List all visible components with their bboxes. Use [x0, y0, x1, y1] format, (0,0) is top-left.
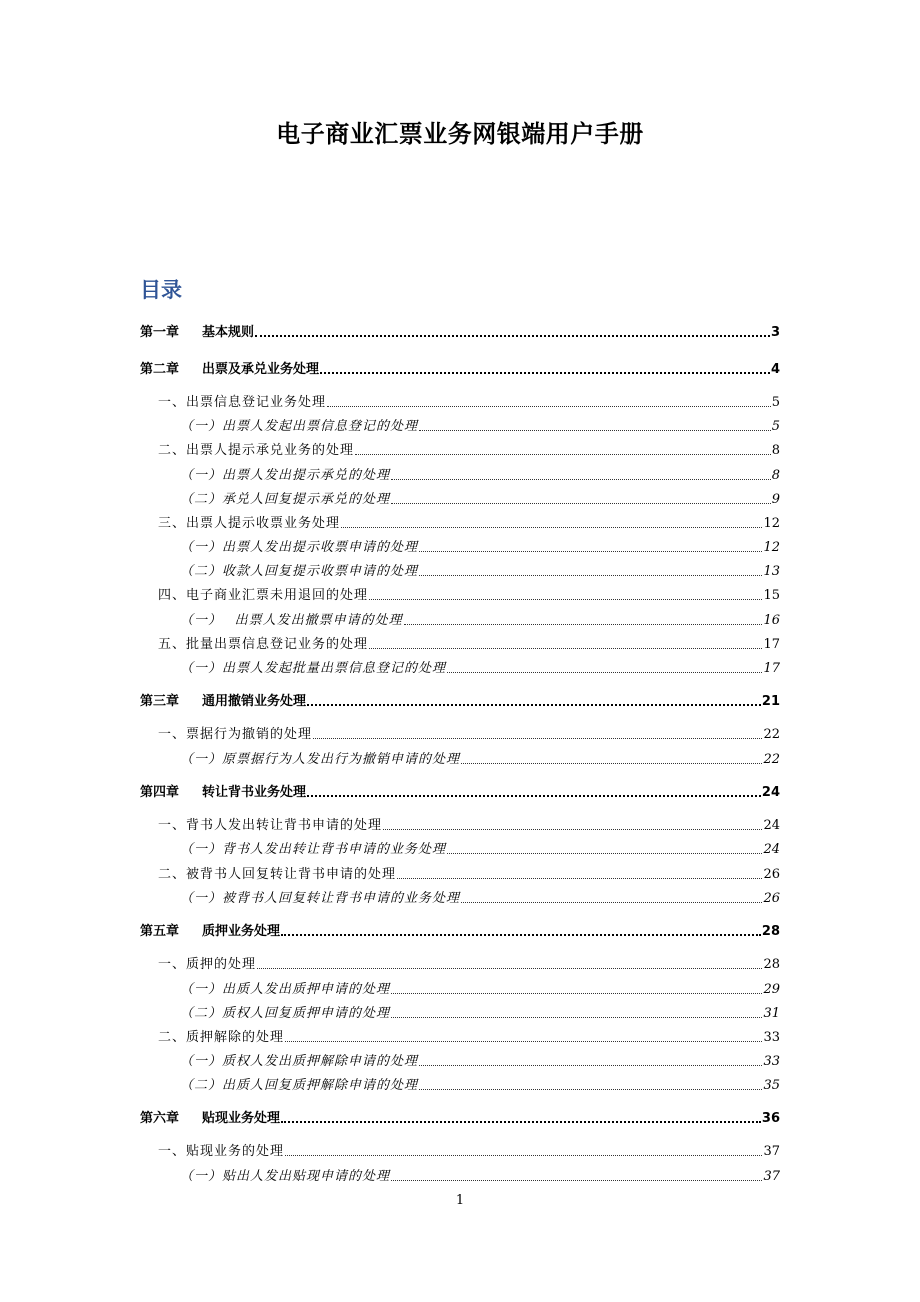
toc-entry-label — [158, 636, 368, 654]
toc-entry[interactable] — [140, 749, 780, 769]
toc-entry[interactable] — [140, 416, 780, 436]
toc-entry-page: 22 — [763, 727, 780, 742]
chapter-number: 第一章 — [140, 325, 180, 340]
toc-entry-label — [180, 539, 418, 557]
toc-entry-text: 五、批量出票信息登记业务的处理 — [158, 637, 369, 652]
dot-leader — [461, 763, 762, 764]
dot-leader — [404, 624, 763, 625]
dot-leader — [461, 902, 762, 903]
toc-entry-page: 17 — [763, 661, 780, 676]
toc-entry-label — [180, 1053, 418, 1071]
dot-leader — [447, 853, 762, 854]
dot-leader — [391, 479, 771, 480]
toc-entry-page: 24 — [763, 818, 780, 833]
dot-leader — [327, 406, 771, 407]
toc-entry-text: 二、被背书人回复转让背书申请的处理 — [158, 867, 397, 882]
toc-entry[interactable] — [140, 561, 780, 581]
toc-entry-page: 13 — [763, 564, 780, 579]
toc-entry-page: 37 — [763, 1169, 780, 1184]
toc-entry[interactable] — [140, 815, 780, 835]
chapter-number: 第三章 — [140, 694, 180, 709]
dot-leader — [281, 934, 761, 936]
toc-entry-page: 4 — [770, 362, 780, 377]
toc-entry-label — [158, 587, 368, 605]
toc-entry[interactable] — [140, 610, 780, 630]
toc-entry-label — [158, 817, 382, 835]
toc-entry-text: （二）承兑人回复提示承兑的处理 — [180, 492, 391, 507]
toc-entry[interactable] — [140, 489, 780, 509]
toc-entry-page: 3 — [770, 325, 780, 340]
toc-entry-page: 17 — [763, 637, 780, 652]
toc-entry[interactable] — [140, 839, 780, 859]
dot-leader — [419, 1089, 762, 1090]
toc-entry-text: （一） 出票人发出撤票申请的处理 — [180, 613, 403, 628]
toc-heading: 目录 — [140, 278, 182, 302]
toc-entry-page: 26 — [763, 891, 780, 906]
toc-entry-text: （一）原票据行为人发出行为撤销申请的处理 — [180, 752, 461, 767]
chapter-number: 第五章 — [140, 924, 180, 939]
toc-entry[interactable] — [140, 585, 780, 605]
toc-entry-label — [180, 1077, 418, 1095]
toc-entry-page: 24 — [761, 785, 780, 800]
toc-entry-label — [180, 563, 418, 581]
dot-leader — [307, 795, 761, 797]
dot-leader — [419, 575, 762, 576]
toc-entry[interactable] — [140, 782, 780, 802]
toc-entry-label — [140, 324, 254, 342]
toc-entry-label — [180, 612, 403, 630]
toc-entry-page: 24 — [763, 842, 780, 857]
toc-entry-text: 一、出票信息登记业务处理 — [158, 395, 327, 410]
toc-entry-text: 二、质押解除的处理 — [158, 1030, 285, 1045]
toc-entry[interactable] — [140, 440, 780, 460]
toc-entry-label — [180, 841, 446, 859]
toc-entry-text: （二）收款人回复提示收票申请的处理 — [180, 564, 419, 579]
toc-entry-page: 28 — [763, 957, 780, 972]
toc-entry-page: 12 — [763, 516, 780, 531]
toc-entry[interactable] — [140, 1141, 780, 1161]
toc-entry-label — [140, 1110, 280, 1128]
toc-entry-page: 21 — [761, 694, 780, 709]
toc-entry-text: 出票及承兑业务处理 — [202, 362, 320, 377]
toc-entry-text: （一）质权人发出质押解除申请的处理 — [180, 1054, 419, 1069]
dot-leader — [341, 527, 762, 528]
toc-entry-page: 8 — [771, 443, 780, 458]
dot-leader — [369, 599, 762, 600]
toc-entry[interactable] — [140, 537, 780, 557]
document-title: 电子商业汇票业务网银端用户手册 — [276, 120, 644, 148]
toc-entry-label — [158, 956, 256, 974]
toc-entry-text: 贴现业务处理 — [202, 1111, 281, 1126]
toc-entry[interactable] — [140, 724, 780, 744]
toc-entry-page: 5 — [771, 419, 780, 434]
toc-entry-page: 9 — [771, 492, 780, 507]
toc-entry[interactable] — [140, 658, 780, 678]
toc-entry[interactable] — [140, 1075, 780, 1095]
toc-entry-text: （一）背书人发出转让背书申请的业务处理 — [180, 842, 447, 857]
toc-entry[interactable] — [140, 921, 780, 941]
toc-entry-label — [180, 491, 390, 509]
toc-entry-page: 37 — [763, 1144, 780, 1159]
toc-entry-text: 质押业务处理 — [202, 924, 281, 939]
toc-entry-label — [140, 923, 280, 941]
toc-entry-label — [180, 660, 446, 678]
dot-leader — [391, 503, 771, 504]
toc-entry-text: 一、票据行为撤销的处理 — [158, 727, 313, 742]
toc-entry-page: 33 — [763, 1030, 780, 1045]
toc-entry-label — [140, 784, 306, 802]
toc-entry-label — [180, 890, 460, 908]
toc-entry[interactable] — [140, 1027, 780, 1047]
toc-entry[interactable] — [140, 392, 780, 412]
toc-entry-page: 12 — [763, 540, 780, 555]
dot-leader — [383, 829, 762, 830]
dot-leader — [285, 1041, 762, 1042]
toc-entry-page: 36 — [761, 1111, 780, 1126]
toc-entry[interactable] — [140, 1166, 780, 1186]
toc-entry[interactable] — [140, 979, 780, 999]
toc-entry[interactable] — [140, 1003, 780, 1023]
toc-entry[interactable] — [140, 359, 780, 379]
chapter-number: 第四章 — [140, 785, 180, 800]
toc-entry-page: 22 — [763, 752, 780, 767]
page-number: 1 — [455, 1193, 465, 1208]
toc-entry-text: （一）出票人发出提示收票申请的处理 — [180, 540, 419, 555]
toc-entry-page: 8 — [771, 468, 780, 483]
toc-entry-text: 一、质押的处理 — [158, 957, 257, 972]
toc-entry[interactable] — [140, 888, 780, 908]
toc-entry[interactable] — [140, 1051, 780, 1071]
dot-leader — [391, 993, 762, 994]
toc-entry-label — [158, 394, 326, 412]
toc-entry-label — [180, 981, 390, 999]
toc-entry-text: （一）出质人发出质押申请的处理 — [180, 982, 391, 997]
toc-entry-page: 26 — [763, 867, 780, 882]
toc-entry-page: 29 — [763, 982, 780, 997]
toc-entry-label — [180, 1005, 390, 1023]
toc-entry-text: 一、贴现业务的处理 — [158, 1144, 285, 1159]
toc-entry-page: 35 — [763, 1078, 780, 1093]
toc-entry-text: 通用撤销业务处理 — [202, 694, 307, 709]
toc-entry-text: 四、电子商业汇票未用退回的处理 — [158, 588, 369, 603]
toc-entry-page: 28 — [761, 924, 780, 939]
toc-entry-label — [158, 442, 354, 460]
dot-leader — [419, 430, 771, 431]
dot-leader — [447, 672, 762, 673]
toc-entry-text: （一）被背书人回复转让背书申请的业务处理 — [180, 891, 461, 906]
toc-entry-text: 二、出票人提示承兑业务的处理 — [158, 443, 355, 458]
toc-entry-text: 转让背书业务处理 — [202, 785, 307, 800]
dot-leader — [419, 1065, 762, 1066]
toc-entry-label — [180, 418, 418, 436]
dot-leader — [391, 1017, 762, 1018]
toc-entry[interactable] — [140, 322, 780, 342]
dot-leader — [281, 1121, 761, 1123]
toc-entry-label — [158, 866, 396, 884]
toc-entry[interactable] — [140, 634, 780, 654]
dot-leader — [320, 372, 770, 374]
dot-leader — [397, 878, 762, 879]
toc-entry-text: （一）出票人发起批量出票信息登记的处理 — [180, 661, 447, 676]
dot-leader — [285, 1155, 762, 1156]
toc-entry-label — [180, 1168, 390, 1186]
dot-leader — [419, 551, 762, 552]
toc-entry-page: 15 — [763, 588, 780, 603]
toc-entry-text: 基本规则 — [202, 325, 255, 340]
toc-entry-page: 5 — [771, 395, 780, 410]
toc-entry-text: 一、背书人发出转让背书申请的处理 — [158, 818, 383, 833]
toc-entry-text: （一）出票人发出提示承兑的处理 — [180, 468, 391, 483]
toc-entry-label — [180, 751, 460, 769]
chapter-number: 第六章 — [140, 1111, 180, 1126]
toc-entry-page: 16 — [763, 613, 780, 628]
toc-entry[interactable] — [140, 513, 780, 533]
dot-leader — [369, 648, 762, 649]
dot-leader — [255, 335, 770, 337]
chapter-number: 第二章 — [140, 362, 180, 377]
toc-entry-text: （二）质权人回复质押申请的处理 — [180, 1006, 391, 1021]
dot-leader — [257, 968, 762, 969]
dot-leader — [307, 704, 761, 706]
dot-leader — [391, 1180, 762, 1181]
toc-entry-label — [140, 693, 306, 711]
toc-entry[interactable] — [140, 691, 780, 711]
toc-entry[interactable] — [140, 954, 780, 974]
toc-entry-text: 三、出票人提示收票业务处理 — [158, 516, 341, 531]
dot-leader — [313, 738, 762, 739]
toc-entry-page: 31 — [763, 1006, 780, 1021]
toc-entry[interactable] — [140, 465, 780, 485]
dot-leader — [355, 454, 771, 455]
toc-entry[interactable] — [140, 1108, 780, 1128]
toc-entry-text: （二）出质人回复质押解除申请的处理 — [180, 1078, 419, 1093]
toc-entry-label — [158, 726, 312, 744]
toc-entry-text: （一）贴出人发出贴现申请的处理 — [180, 1169, 391, 1184]
toc-entry-page: 33 — [763, 1054, 780, 1069]
toc-entry-label — [140, 361, 319, 379]
toc-entry-label — [158, 515, 340, 533]
toc-entry-label — [180, 467, 390, 485]
toc-entry-text: （一）出票人发起出票信息登记的处理 — [180, 419, 419, 434]
toc-entry-label — [158, 1143, 284, 1161]
toc-entry-label — [158, 1029, 284, 1047]
toc-entry[interactable] — [140, 864, 780, 884]
